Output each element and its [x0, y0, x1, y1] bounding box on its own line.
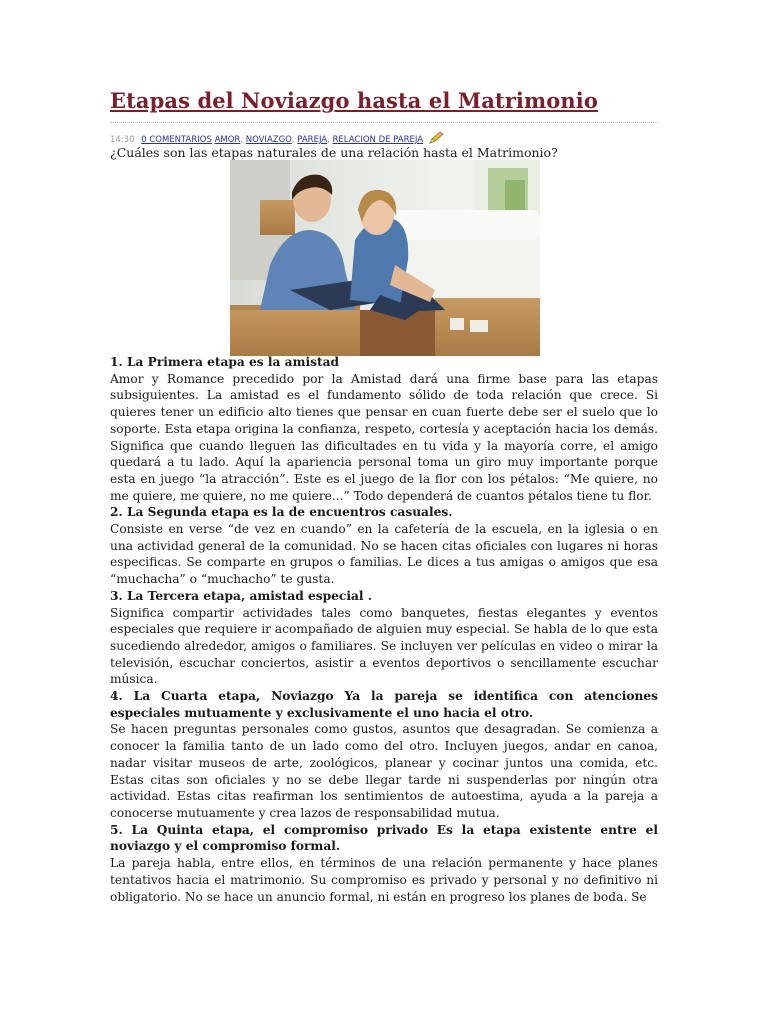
tag-link-noviazgo[interactable]: NOVIAZGO [245, 135, 292, 145]
tag-link-amor[interactable]: AMOR [214, 135, 241, 145]
section-3-text: Significa compartir actividades tales como banquetes, fiestas elegantes y eventos especiales que requiere ir acompañado de alguien muy especial. Se habla de lo que esta sucediendo alrededor, amigos o familiares. Se incluyen ver películas en video o mirar la televisión, escuchar conciertos, asistir a eventos deportivos o sencillamente escuchar música. [110, 605, 658, 687]
section-5-text: La pareja habla, entre ellos, en términos de una relación permanente y hace planes tentativos hacia el matrimonio. Su compromiso es privado y personal y no definitivo ni obligatorio. No se hace un anuncio formal, ni están en progreso los planes de boda. Se [110, 856, 658, 904]
post-meta: 14:30 0 COMENTARIOS AMOR, NOVIAZGO, PAREJA, RELACION DE PAREJA [110, 131, 444, 148]
title-divider [110, 122, 658, 123]
section-1-heading: 1. La Primera etapa es la amistad [110, 355, 340, 369]
section-3-heading: 3. La Tercera etapa, amistad especial . [110, 588, 372, 603]
comments-link[interactable]: 0 COMENTARIOS [141, 135, 212, 145]
article-body [110, 354, 658, 905]
section-2-text: Consiste en verse “de vez en cuando” en la cafetería de la escuela, en la iglesia o en una actividad general de la comunidad. No se hacen citas oficiales con lugares ni horas especificas. Se comparte en grupos o familias. Le dices a tus amigas o amigos que esa “muchacha” o “muchacho” te gusta. [110, 522, 658, 587]
tag-link-pareja[interactable]: PAREJA [297, 135, 328, 145]
post-time: 14:30 [110, 135, 135, 145]
couple-photo [230, 160, 540, 356]
tag-link-relacion-de-pareja[interactable]: RELACION DE PAREJA [332, 135, 424, 145]
section-4-heading: 4. La Cuarta etapa, Noviazgo Ya la pareja se identifica con atenciones especiales mutuamente y exclusivamente el uno hacia el otro. [110, 689, 658, 720]
section-1-text: Amor y Romance precedido por la Amistad dará una firme base para las etapas subsiguientes. La amistad es el fundamento sólido de toda relación que crece. Si quieres tener un edificio alto tienes que pensar en cuan fuerte debe ser el suelo que lo soporte. Esta etapa origina la confianza, respeto, cortesía y aceptación hacia los demás. Significa que cuando lleguen las dificultades en tu vida y la mayoría corre, el amigo quedará a tu lado. Aquí la apariencia personal toma un giro muy importante porque esta en juego “la atracción”. Este es el juego de la flor con los pétalos: “Me quiere, no me quiere, me quiere, no me quiere...” Todo dependerá de cuantos pétalos tiene tu flor. [110, 371, 658, 503]
section-2-heading: 2. La Segunda etapa es la de encuentros casuales. [110, 505, 453, 520]
section-5-heading: 5. La Quinta etapa, el compromiso privado Es la etapa existente entre el noviazgo y el compromiso formal. [110, 822, 658, 854]
intro-question: ¿Cuáles son las etapas naturales de una relación hasta el Matrimonio? [110, 145, 558, 160]
article-title[interactable]: Etapas del Noviazgo hasta el Matrimonio [110, 88, 598, 113]
section-4-text: Se hacen preguntas personales como gustos, asuntos que desagradan. Se comienza a conocer la familia tanto de un lado como del otro. Incluyen juegos, andar en canoa, nadar visitar museos de arte, zoológicos, planear y cocinar juntos una comida, etc. Estas citas son oficiales y no se debe llegar tarde ni suspenderlas por ningún otra actividad. Estas citas reafirman los sentimientos de autoestima, ayuda a la pareja a conocerse mutuamente y crea lazos de responsabilidad mutua. [110, 722, 658, 820]
